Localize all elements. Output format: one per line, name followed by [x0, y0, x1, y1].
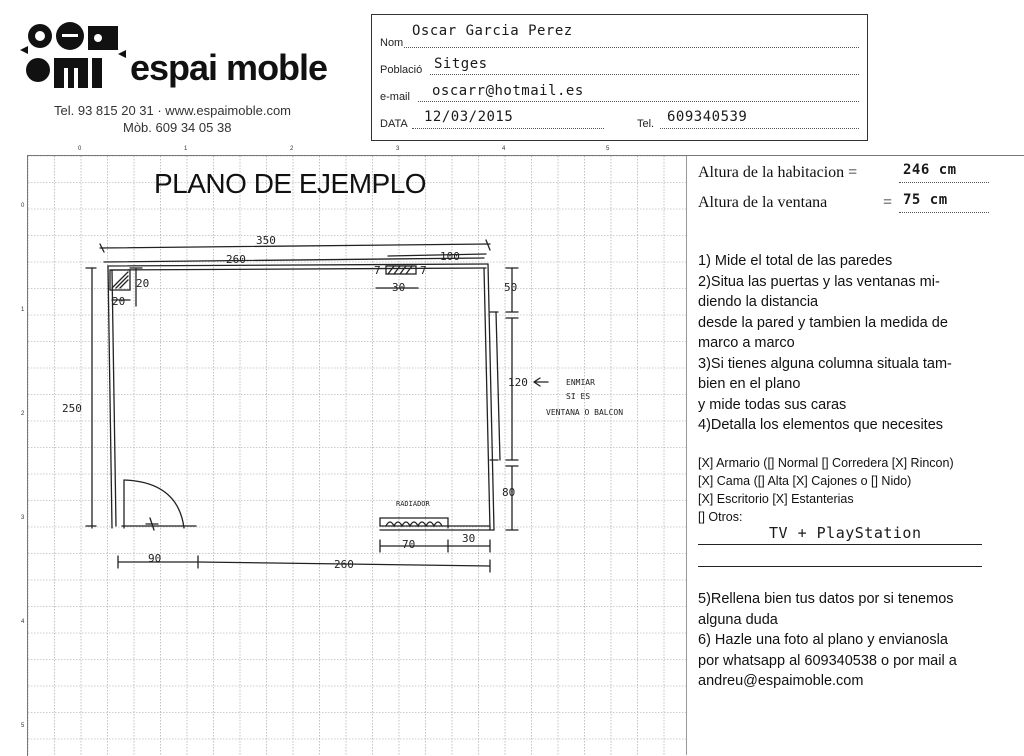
window-note-3: VENTANA O BALCON — [546, 408, 624, 417]
y-axis-5: 5 — [21, 723, 25, 729]
dim-80: 80 — [502, 486, 516, 499]
y-axis-2: 2 — [21, 411, 25, 417]
altura-ventana-value[interactable]: 75 cm — [903, 192, 948, 208]
step-line: 2)Situa las puertas y las ventanas mi- — [698, 273, 940, 290]
dim-50: 50 — [504, 281, 518, 294]
dim-100: 100 — [440, 250, 460, 263]
dim-120-line — [506, 318, 518, 460]
instructions-panel — [686, 156, 1024, 755]
step-line: desde la pared y tambien la medida de — [698, 314, 948, 331]
step-line: 4)Detalla los elementos que necesites — [698, 417, 944, 433]
y-axis-0: 0 — [21, 203, 25, 209]
final-line: 5)Rellena bien tus datos por si tenemos — [698, 591, 954, 607]
final-line[interactable]: andreu@espaimoble.com — [698, 673, 864, 689]
altura-ventana-line — [899, 212, 989, 213]
options-list — [698, 454, 1023, 526]
altura-habitacion-label: Altura de la habitacion = — [698, 164, 858, 181]
step-line: bien en el plano — [698, 376, 801, 392]
dim-7-left: 7 — [374, 264, 381, 277]
dim-90: 90 — [148, 552, 162, 565]
otros-value[interactable]: TV + PlayStation — [769, 524, 922, 542]
window-note-2: SI ES — [566, 392, 591, 401]
email-label: e-mail — [380, 91, 410, 103]
tel-label: Tel. — [637, 118, 655, 130]
steps-list — [698, 251, 1023, 436]
dim-350: 350 — [256, 234, 276, 247]
step-line: y mide todas sus caras — [698, 396, 847, 413]
tel-value[interactable]: 609340539 — [667, 109, 748, 125]
data-label: DATA — [380, 118, 408, 130]
option-otros[interactable]: [] Otros: — [698, 510, 743, 524]
dim-20-right: 20 — [136, 277, 150, 290]
brand-phone-web: Tel. 93 815 20 31 · www.espaimoble.com — [54, 103, 292, 118]
step-line: 1) Mide el total de las paredes — [698, 253, 893, 269]
dim-350-line — [100, 244, 490, 248]
dim-7-right: 7 — [420, 264, 427, 277]
option-escritorio[interactable]: [X] Escritorio [X] Estanterias — [698, 492, 854, 506]
nom-label: Nom — [380, 37, 404, 49]
dim-120: 120 — [508, 376, 528, 389]
altura-ventana-eq: = — [883, 194, 893, 211]
y-axis-1: 1 — [21, 307, 25, 313]
dim-20-below: 20 — [112, 295, 126, 308]
x-axis-2: 2 — [290, 146, 294, 152]
option-armario[interactable]: [X] Armario ([] Normal [] Corredera [X] Rincon) — [698, 456, 954, 470]
nom-value[interactable]: Oscar Garcia Perez — [412, 23, 573, 39]
poblacio-label: Població — [380, 64, 423, 76]
otros-line-2 — [698, 566, 982, 567]
step-line: 3)Si tienes alguna columna situala tam- — [698, 355, 952, 372]
y-axis-3: 3 — [21, 515, 25, 521]
door-swing — [124, 480, 184, 528]
x-axis-5: 5 — [606, 146, 610, 152]
dim-260-bottom: 260 — [334, 558, 354, 571]
wall-top — [108, 264, 488, 266]
otros-line-1 — [698, 544, 982, 545]
brand-mobile: Mòb. 609 34 05 38 — [123, 120, 232, 135]
dim-260-top: 260 — [226, 253, 246, 266]
final-line: alguna duda — [698, 611, 778, 628]
dim-30-bottom: 30 — [462, 532, 476, 545]
x-axis-0: 0 — [78, 146, 82, 152]
altura-habitacion-line — [899, 182, 989, 183]
x-axis-3: 3 — [396, 146, 400, 152]
altura-ventana-label: Altura de la ventana — [698, 194, 828, 211]
radiator-note: RADIADOR — [396, 500, 430, 508]
step-line: marco a marco — [698, 335, 795, 351]
y-axis-4: 4 — [21, 619, 25, 625]
dim-260-top-line — [104, 258, 484, 262]
x-axis-4: 4 — [502, 146, 506, 152]
plan-title: PLANO DE EJEMPLO — [154, 168, 427, 199]
altura-habitacion-value[interactable]: 246 cm — [903, 162, 957, 178]
poblacio-value[interactable]: Sitges — [434, 56, 488, 72]
final-line: por whatsapp al 609340538 o por mail a — [698, 652, 957, 669]
dim-250: 250 — [62, 402, 82, 415]
dim-30-top: 30 — [392, 281, 406, 294]
final-line: 6) Hazle una foto al plano y envianosla — [698, 632, 948, 648]
data-value[interactable]: 12/03/2015 — [424, 109, 514, 125]
option-cama[interactable]: [X] Cama ([] Alta [X] Cajones o [] Nido) — [698, 474, 912, 488]
final-instructions — [698, 589, 1023, 692]
tel-line — [660, 128, 859, 129]
step-line: diendo la distancia — [698, 294, 819, 310]
x-axis-1: 1 — [184, 146, 188, 152]
window-note-1: ENMIAR — [566, 378, 595, 387]
email-value[interactable]: oscarr@hotmail.es — [432, 83, 584, 99]
dim-70: 70 — [402, 538, 416, 551]
brand-name: espai moble — [130, 47, 328, 88]
